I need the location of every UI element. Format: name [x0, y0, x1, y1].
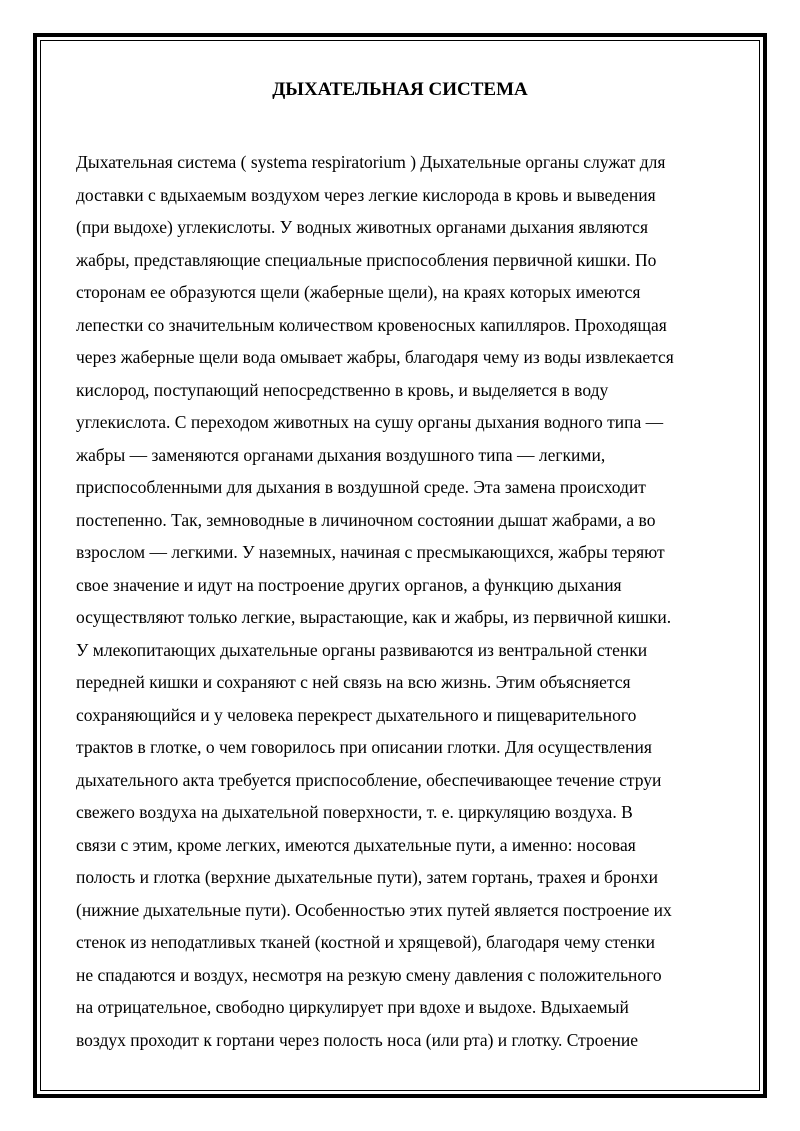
text-line: трактов в глотке, о чем говорилось при описании глотки. Для осуществления [76, 737, 652, 757]
text-line: связи с этим, кроме легких, имеются дыхательные пути, а именно: носовая [76, 834, 636, 855]
page-title: ДЫХАТЕЛЬНАЯ СИСТЕМА [272, 79, 528, 100]
text-line: углекислота. С переходом животных на сушу органы дыхания водного типа — [76, 412, 664, 432]
text-line: на отрицательное, свободно циркулирует при вдохе и выдохе. Вдыхаемый [76, 997, 629, 1017]
text-line: лепестки со значительным количеством кровеносных капилляров. Проходящая [76, 314, 667, 335]
text-line: стенок из неподатливых тканей (костной и хрящевой), благодаря чему стенки [76, 932, 656, 952]
text-line: не спадаются и воздух, несмотря на резкую смену давления с положительного [76, 964, 662, 985]
text-line: доставки с вдыхаемым воздухом через легкие кислорода в кровь и выведения [76, 184, 656, 205]
text-line: через жаберные щели вода омывает жабры, благодаря чему из воды извлекается [76, 347, 674, 367]
body-text [76, 146, 736, 1056]
text-line: дыхательного акта требуется приспособление, обеспечивающее течение струи [76, 769, 662, 790]
text-line: передней кишки и сохраняют с ней связь на всю жизнь. Этим объясняется [76, 672, 631, 692]
text-line: (нижние дыхательные пути). Особенностью этих путей является построение их [76, 899, 672, 920]
text-line: кислород, поступающий непосредственно в кровь, и выделяется в воду [76, 379, 609, 400]
text-line: воздух проходит к гортани через полость носа (или рта) и глотку. Строение [76, 1029, 639, 1050]
text-line: полость и глотка (верхние дыхательные пути), затем гортань, трахея и бронхи [76, 867, 658, 887]
text-line: У млекопитающих дыхательные органы развиваются из вентральной стенки [76, 639, 648, 660]
text-line: постепенно. Так, земноводные в личиночном состоянии дышат жабрами, а во [76, 509, 656, 530]
text-line: жабры — заменяются органами дыхания воздушного типа — легкими, [76, 444, 606, 465]
text-line: осуществляют только легкие, вырастающие, как и жабры, из первичной кишки. [76, 607, 672, 627]
text-line: жабры, представляющие специальные приспособления первичной кишки. По [76, 249, 657, 270]
text-line: взрослом — легкими. У наземных, начиная с пресмыкающихся, жабры теряют [76, 542, 665, 562]
text-line: сторонам ее образуются щели (жаберные щели), на краях которых имеются [76, 282, 641, 302]
text-line: Дыхательная система ( systema respiratorium ) Дыхательные органы служат для [76, 152, 666, 172]
text-line: приспособленными для дыхания в воздушной среде. Эта замена происходит [76, 477, 646, 497]
text-line: (при выдохе) углекислоты. У водных животных органами дыхания являются [76, 217, 648, 237]
text-line: сохраняющийся и у человека перекрест дыхательного и пищеварительного [76, 704, 637, 725]
text-line: свое значение и идут на построение других органов, а функцию дыхания [76, 574, 622, 595]
text-line: свежего воздуха на дыхательной поверхности, т. е. циркуляцию воздуха. В [76, 802, 633, 822]
